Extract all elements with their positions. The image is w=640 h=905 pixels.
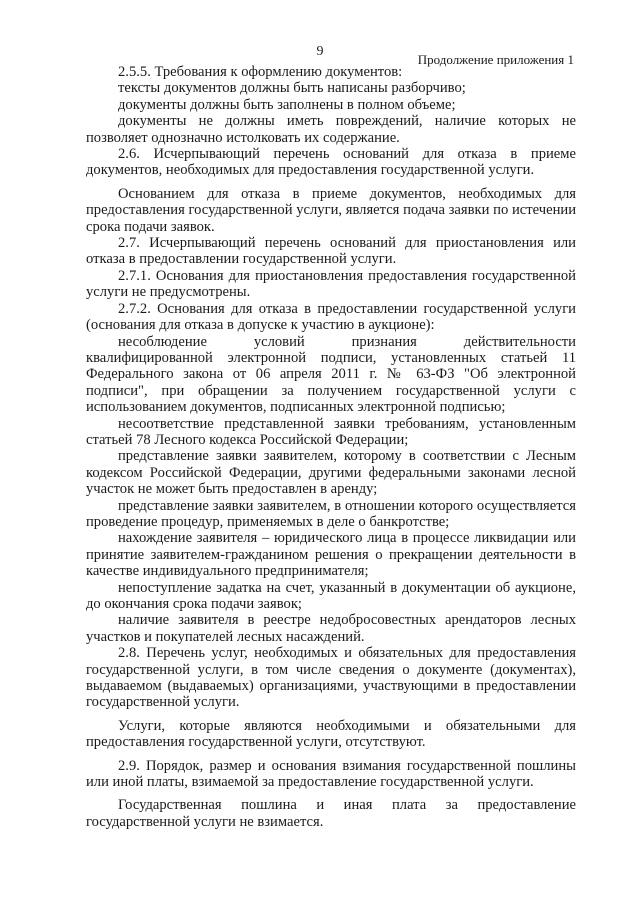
page-number: 9 [316,44,324,59]
paragraph-2-9: 2.9. Порядок, размер и основания взимания государственной пошлины или иной платы, взимаемой за предоставление государственной услуги. [86,757,576,791]
paragraph-2-7: 2.7. Исчерпывающий перечень оснований для приостановления или отказа в предоставлении государственной услуги. [86,235,576,268]
paragraph-no-damage: документы не должны иметь повреждений, наличие которых не позволяет однозначно истолковать их содержание. [86,113,576,146]
paragraph-services-absent: Услуги, которые являются необходимыми и обязательными для предоставления государственной услуги, отсутствуют. [86,717,576,751]
paragraph-forest-code: представление заявки заявителем, которому в соответствии с Лесным кодексом Российской Федерации, другими федеральными законами лесной участок не может быть предоставлен в аренду; [86,448,576,498]
appendix-continuation-note: Продолжение приложения 1 [417,52,574,67]
paragraph-nonconformity: несоответствие представленной заявки требованиям, установленным статьей 78 Лесного кодекса Российской Федерации; [86,415,576,448]
paragraph-2-7-2: 2.7.2. Основания для отказа в предоставлении государственной услуги (основания для отказа в допуске к участию в аукционе): [86,300,576,334]
document-body [86,64,576,830]
paragraph-liquidation: нахождение заявителя – юридического лица в процессе ликвидации или принятие заявителем-гражданином решения о прекращении деятельности в качестве индивидуального предпринимателя; [86,530,576,580]
paragraph-2-8: 2.8. Перечень услуг, необходимых и обязательных для предоставления государственной услуги, в том числе сведения о документе (документах), выдаваемом (выдаваемых) организациями, участвующими в предоставлении государственной услуги. [86,645,576,711]
paragraph-text-legible: тексты документов должны быть написаны разборчиво; [118,80,466,97]
paragraph-2-7-1: 2.7.1. Основания для приостановления предоставления государственной услуги не предусмотрены. [86,267,576,301]
paragraph-signature-conditions: несоблюдение условий признания действительности квалифицированной электронной подписи, установленных статьей 11 Федерального закона от 06 апреля 2011 г. № 63-ФЗ "Об электронной подписи", при обращении за получением государственной услуги с использованием документов, подписанных электронной подписью; [86,333,576,416]
paragraph-deposit: непоступление задатка на счет, указанный в документации об аукционе, до окончания срока подачи заявок; [86,579,576,612]
paragraph-no-fee: Государственная пошлина и иная плата за предоставление государственной услуги не взимается. [86,797,576,830]
paragraph-2-5-5: 2.5.5. Требования к оформлению документов: [118,64,403,80]
paragraph-registry: наличие заявителя в реестре недобросовестных арендаторов лесных участков и покупателей лесных насаждений. [86,612,576,645]
paragraph-bankruptcy: представление заявки заявителем, в отношении которого осуществляется проведение процедур, применяемых в деле о банкротстве; [86,497,576,530]
paragraph-refusal-basis: Основанием для отказа в приеме документов, необходимых для предоставления государственной услуги, является подача заявки по истечении срока подачи заявок. [86,185,576,235]
paragraph-2-6: 2.6. Исчерпывающий перечень оснований для отказа в приеме документов, необходимых для предоставления государственной услуги. [86,146,576,179]
paragraph-fully-filled: документы должны быть заполнены в полном объеме; [118,96,456,113]
